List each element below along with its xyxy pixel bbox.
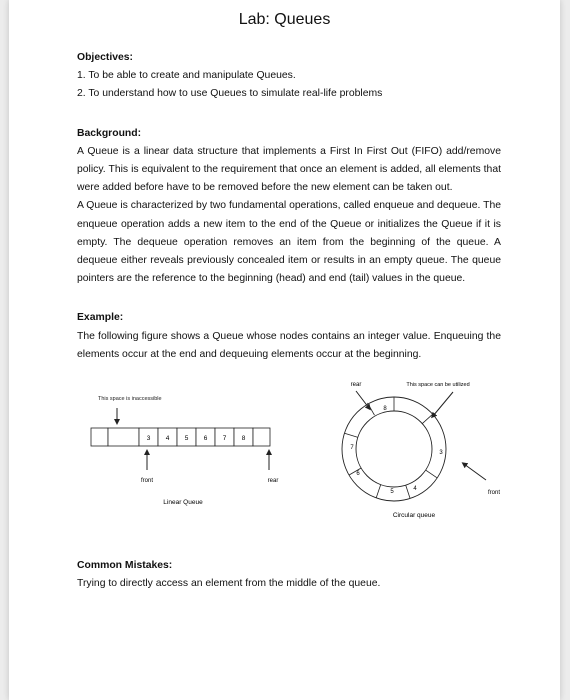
background-paragraph-2: A Queue is characterized by two fundamental operations, called enqueue and dequeue. The enqueue operation adds a new item to the end of the Queue or initializes the Queue if it is empty. The dequeue operation removes an item from the beginning of the queue. A dequeue either reveals previously concealed item or results in an empty queue. The queue pointers are the reference to the beginning (head) and end (tail) values in the queue. [77, 200, 501, 285]
circular-slot-value: 4 [413, 486, 417, 493]
objectives-heading: Objectives: [77, 52, 134, 63]
linear-cell-value: 8 [241, 435, 246, 443]
linear-cell [91, 428, 108, 446]
linear-queue-caption: Linear Queue [163, 499, 203, 507]
circular-inner-ring [356, 411, 432, 487]
inaccessible-label: This space is inaccessible [98, 396, 162, 403]
linear-cell-value: 4 [165, 435, 170, 443]
utilized-arrow [433, 392, 453, 416]
linear-cell-value: 5 [184, 435, 189, 443]
circular-slot-value: 6 [356, 471, 360, 478]
linear-front-label: front [140, 478, 154, 485]
circular-dividers [345, 397, 438, 499]
linear-rear-label: rear [267, 478, 279, 485]
circular-front-label: front [487, 490, 501, 497]
background-paragraph-1: A Queue is a linear data structure that implements a First In First Out (FIFO) add/remove policy. This is equivalent to the requirement that once an element is added, all elements that were added before have to be removed before the new element can be taken out. [77, 145, 501, 194]
linear-cell-value: 7 [222, 435, 227, 443]
circular-queue-caption: Circular queue [392, 512, 436, 520]
linear-cell-value: 3 [146, 435, 151, 443]
objective-item: 2. To understand how to use Queues to simulate real-life problems [77, 88, 383, 100]
background-heading: Background: [77, 127, 142, 139]
circular-front-arrow [464, 464, 486, 480]
circular-slot-value: 3 [439, 450, 443, 457]
common-mistakes-heading: Common Mistakes: [77, 560, 173, 572]
linear-cell [108, 428, 139, 446]
circular-outer-ring [342, 397, 446, 501]
document-body [77, 49, 501, 593]
circular-slot-value: 7 [350, 445, 354, 452]
circular-slot-value: 8 [383, 406, 387, 413]
example-paragraph: The following figure shows a Queue whose nodes contains an integer value. Enqueuing the elements occur at the end and dequeuing elements occur at the beginning. [77, 330, 501, 360]
example-heading: Example: [77, 312, 124, 324]
objectives-list [77, 67, 501, 103]
circular-rear-label: rear [350, 382, 362, 389]
linear-cell-value: 6 [203, 435, 208, 443]
circular-slot-value: 5 [390, 489, 394, 496]
utilized-label: This space can be utilized [406, 382, 470, 389]
common-mistakes-text: Trying to directly access an element from the middle of the queue. [77, 578, 381, 590]
document-page [9, 0, 560, 700]
objective-item: 1. To be able to create and manipulate Queues. [77, 70, 296, 82]
queue-figure [77, 370, 501, 538]
linear-queue [91, 428, 270, 446]
queue-diagram [69, 370, 509, 538]
linear-cell [253, 428, 270, 446]
circular-queue [342, 397, 446, 501]
page-title: Lab: Queues [238, 11, 331, 28]
circular-rear-arrow [356, 391, 369, 408]
